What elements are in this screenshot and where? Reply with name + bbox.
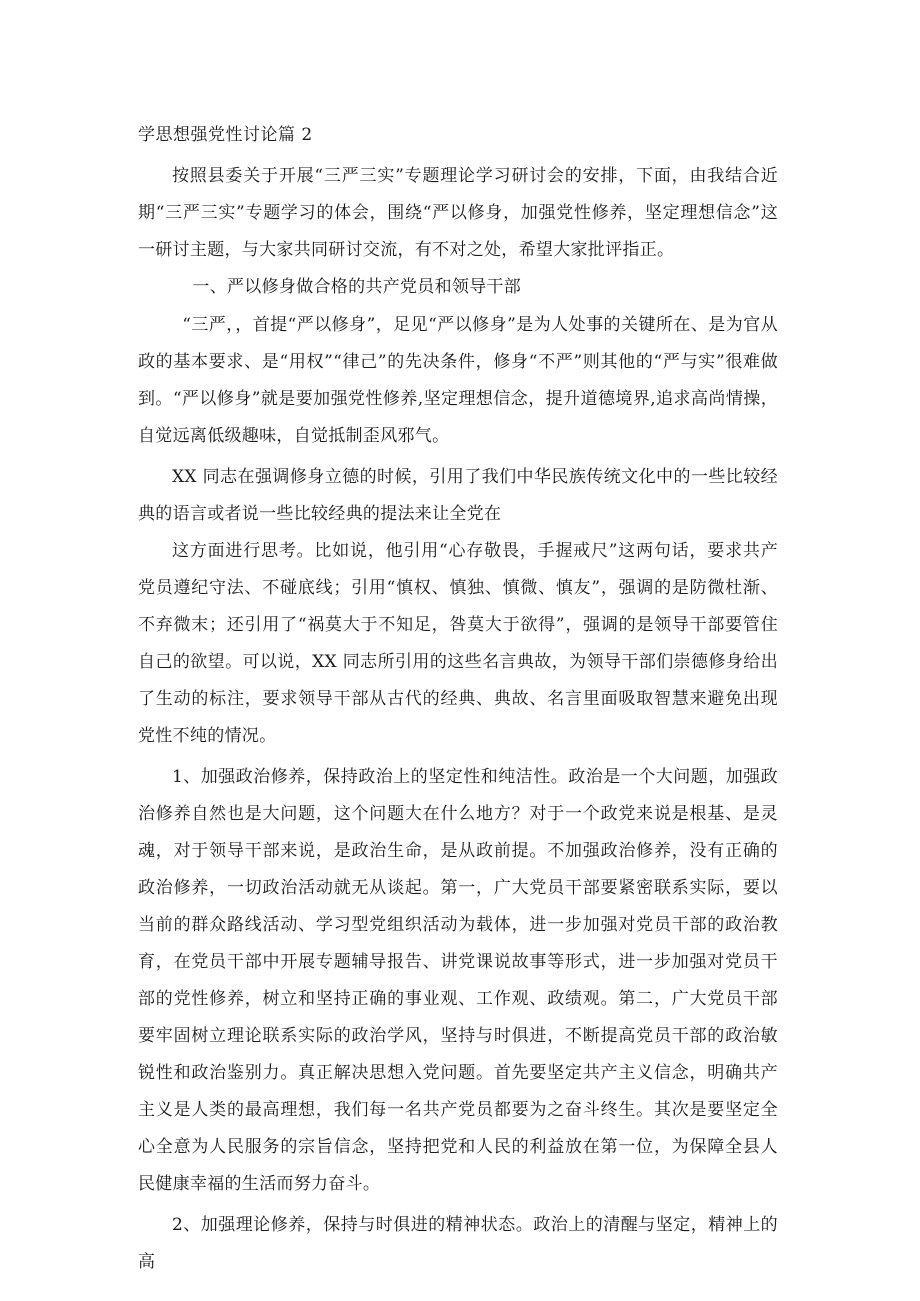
paragraph-three-strict: “三严，，首提“严以修身”，足见“严以修身”是为人处事的关键所在、是为官从政的基本要求、是“用权”“律己”的先决条件，修身“不严”则其他的“严与实”很难做到。“严以修身”就是要加强党性修养,坚定理想信念，提升道德境界,追求高尚情操，自觉远离低级趣味，自觉抵制歪风邪气。 [138, 315, 778, 446]
paragraph-xx-comrade: XX 同志在强调修身立德的时候，引用了我们中华民族传统文化中的一些比较经典的语言或者说一些比较经典的提法来让全党在 [138, 467, 778, 524]
paragraph-political-cultivation: 1、加强政治修养，保持政治上的坚定性和纯洁性。政治是一个大问题，加强政治修养自然也是大问题，这个问题大在什么地方？对于一个政党来说是根基、是灵魂，对于领导干部来说，是政治生命，是从政前提。不加强政治修养，没有正确的政治修养，一切政治活动就无从谈起。第一，广大党员干部要紧密联系实际，要以当前的群众路线活动、学习型党组织活动为载体，进一步加强对党员干部的政治教育，在党员干部中开展专题辅导报告、讲党课说故事等形式，进一步加强对党员干部的党性修养，树立和坚持正确的事业观、工作观、政绩观。第二，广大党员干部要牢固树立理论联系实际的政治学风，坚持与时俱进，不断提高党员干部的政治敏锐性和政治鉴别力。真正解决思想入党问题。首先要坚定共产主义信念，明确共产主义是人类的最高理想，我们每一名共产党员都要为之奋斗终生。其次是要坚定全心全意为人民服务的宗旨信念，坚持把党和人民的利益放在第一位，为保障全县人民健康幸福的生活而努力奋斗。 [138, 767, 778, 1194]
document-body [138, 122, 778, 1281]
section-heading-1: 一、严以修身做合格的共产党员和领导干部 [192, 277, 522, 297]
paragraph-theory-cultivation: 2、加强理论修养，保持与时俱进的精神状态。政治上的清醒与坚定，精神上的高 [138, 1215, 778, 1272]
document-title: 学思想强党性讨论篇 2 [138, 125, 313, 145]
paragraph-intro: 按照县委关于开展“三严三实”专题理论学习研讨会的安排，下面，由我结合近期“三严三实”专题学习的体会，围绕“严以修身，加强党性修养，坚定理想信念”这一研讨主题，与大家共同研讨交流，有不对之处，希望大家批评指正。 [138, 166, 778, 260]
paragraph-thinking: 这方面进行思考。比如说，他引用“心存敬畏，手握戒尺”这两句话，要求共产党员遵纪守法、不碰底线；引用“慎权、慎独、慎微、慎友”，强调的是防微杜渐、不弃微末；还引用了“祸莫大于不知足，咎莫大于欲得”，强调的是领导干部要管住自己的欲望。可以说，XX 同志所引用的这些名言典故，为领导干部们崇德修身给出了生动的标注，要求领导干部从古代的经典、典故、名言里面吸取智慧来避免出现党性不纯的情况。 [138, 541, 778, 746]
